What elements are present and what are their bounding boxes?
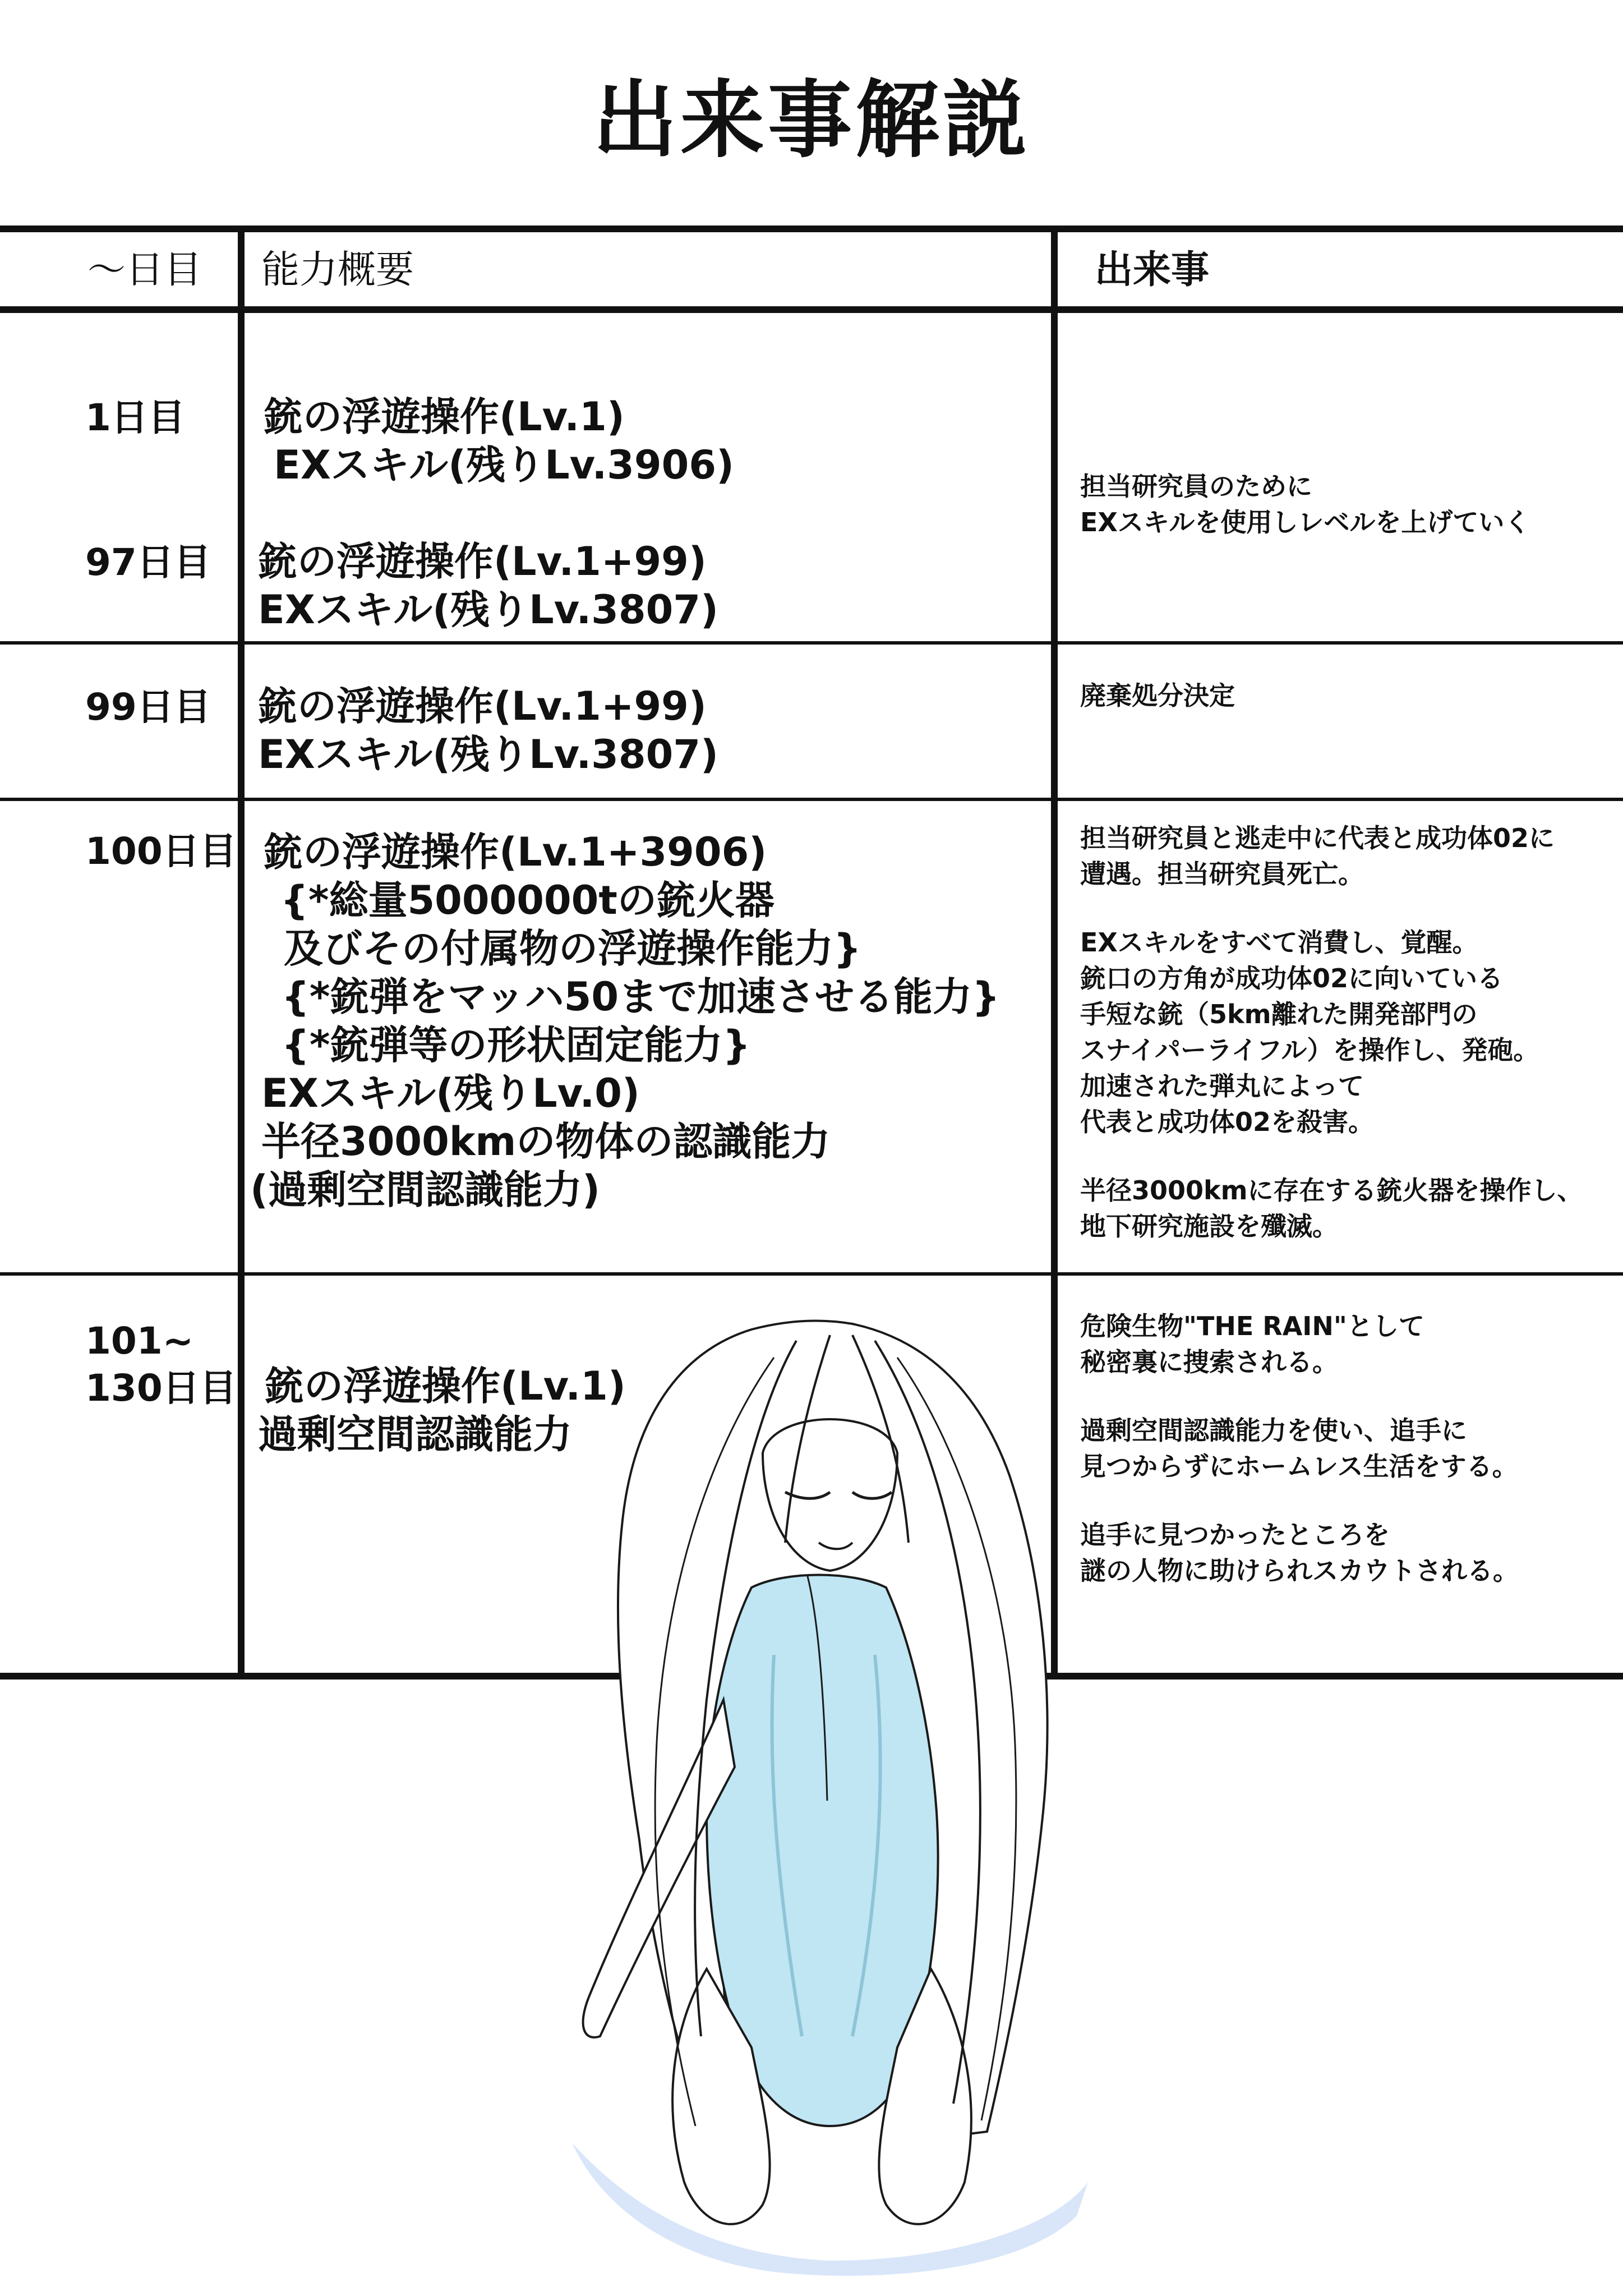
ability-cell bbox=[250, 828, 1000, 1214]
event-line: 手短な銃（5km離れた開発部門の bbox=[1080, 999, 1478, 1029]
day-cell: 1日目 bbox=[85, 396, 185, 439]
ability-line: (過剰空間認識能力) bbox=[250, 1167, 600, 1213]
event-line: 廃棄処分決定 bbox=[1080, 680, 1235, 711]
event-line: EXスキルをすべて消費し、覚醒。 bbox=[1080, 927, 1478, 958]
event-line: 謎の人物に助けられスカウトされる。 bbox=[1080, 1556, 1519, 1586]
ability-line: {*総量5000000tの銃火器 bbox=[280, 877, 774, 923]
event-line: 遭遇。担当研究員死亡。 bbox=[1080, 859, 1364, 889]
ability-line: 及びその付属物の浮遊操作能力} bbox=[284, 926, 861, 972]
ability-line: 半径3000kmの物体の認識能力 bbox=[261, 1119, 831, 1165]
day-cell: 100日目 bbox=[85, 830, 237, 873]
column-divider bbox=[238, 226, 245, 1680]
ability-line: EXスキル(残りLv.3807) bbox=[258, 731, 719, 777]
ability-cell bbox=[258, 537, 718, 634]
event-spacer bbox=[1080, 1484, 1519, 1517]
event-line: 見つからずにホームレス生活をする。 bbox=[1080, 1451, 1518, 1481]
ability-line: 銃の浮遊操作(Lv.1+99) bbox=[258, 539, 707, 585]
event-cell bbox=[1080, 468, 1530, 540]
event-line: 担当研究員のために bbox=[1080, 471, 1312, 501]
event-line: スナイパーライフル）を操作し、発砲。 bbox=[1080, 1035, 1539, 1065]
event-line: 加速された弾丸によって bbox=[1080, 1071, 1364, 1101]
header-ability: 能力概要 bbox=[261, 248, 414, 292]
ability-line: EXスキル(残りLv.0) bbox=[261, 1070, 640, 1116]
event-line: 半径3000kmに存在する銃火器を操作し、 bbox=[1080, 1175, 1583, 1205]
day-cell: 99日目 bbox=[85, 685, 211, 729]
event-cell bbox=[1080, 678, 1235, 714]
ability-line: {*銃弾等の形状固定能力} bbox=[282, 1022, 751, 1068]
event-spacer bbox=[1080, 1380, 1519, 1412]
day-cell: 130日目 bbox=[85, 1366, 237, 1410]
event-line: EXスキルを使用しレベルを上げていく bbox=[1080, 507, 1530, 537]
ability-line: 銃の浮遊操作(Lv.1) bbox=[265, 1363, 626, 1409]
day-cell: 101~ bbox=[85, 1319, 194, 1363]
ability-line: 銃の浮遊操作(Lv.1+99) bbox=[258, 683, 707, 729]
event-line: 地下研究施設を殲滅。 bbox=[1080, 1211, 1338, 1241]
event-line: 過剰空間認識能力を使い、追手に bbox=[1080, 1415, 1467, 1446]
event-spacer bbox=[1080, 892, 1583, 924]
event-line: 代表と成功体02を殺害。 bbox=[1080, 1107, 1375, 1137]
ability-line: EXスキル(残りLv.3906) bbox=[274, 442, 735, 488]
event-line: 担当研究員と逃走中に代表と成功体02に bbox=[1080, 823, 1555, 853]
header-event: 出来事 bbox=[1095, 248, 1210, 292]
ability-line: 過剰空間認識能力 bbox=[258, 1411, 572, 1457]
header-day: 〜日目 bbox=[87, 248, 202, 292]
ability-line: {*銃弾をマッハ50まで加速させる能力} bbox=[282, 974, 1000, 1020]
ability-line: 銃の浮遊操作(Lv.1+3906) bbox=[264, 829, 767, 875]
character-illustration bbox=[538, 1307, 1110, 2283]
event-cell bbox=[1080, 820, 1583, 1244]
day-cell: 97日目 bbox=[85, 541, 211, 584]
ability-cell bbox=[258, 682, 718, 779]
ability-line: 銃の浮遊操作(Lv.1) bbox=[264, 394, 625, 440]
ability-line: EXスキル(残りLv.3807) bbox=[258, 587, 719, 633]
ability-cell bbox=[264, 393, 734, 489]
event-line: 秘密裏に捜索される。 bbox=[1080, 1347, 1338, 1377]
page-title: 出来事解説 bbox=[592, 72, 1030, 169]
event-line: 追手に見つかったところを bbox=[1080, 1520, 1390, 1550]
event-spacer bbox=[1080, 1140, 1583, 1172]
event-line: 銃口の方角が成功体02に向いている bbox=[1080, 963, 1504, 993]
event-line: 危険生物"THE RAIN"として bbox=[1080, 1311, 1424, 1341]
event-cell bbox=[1080, 1308, 1519, 1589]
